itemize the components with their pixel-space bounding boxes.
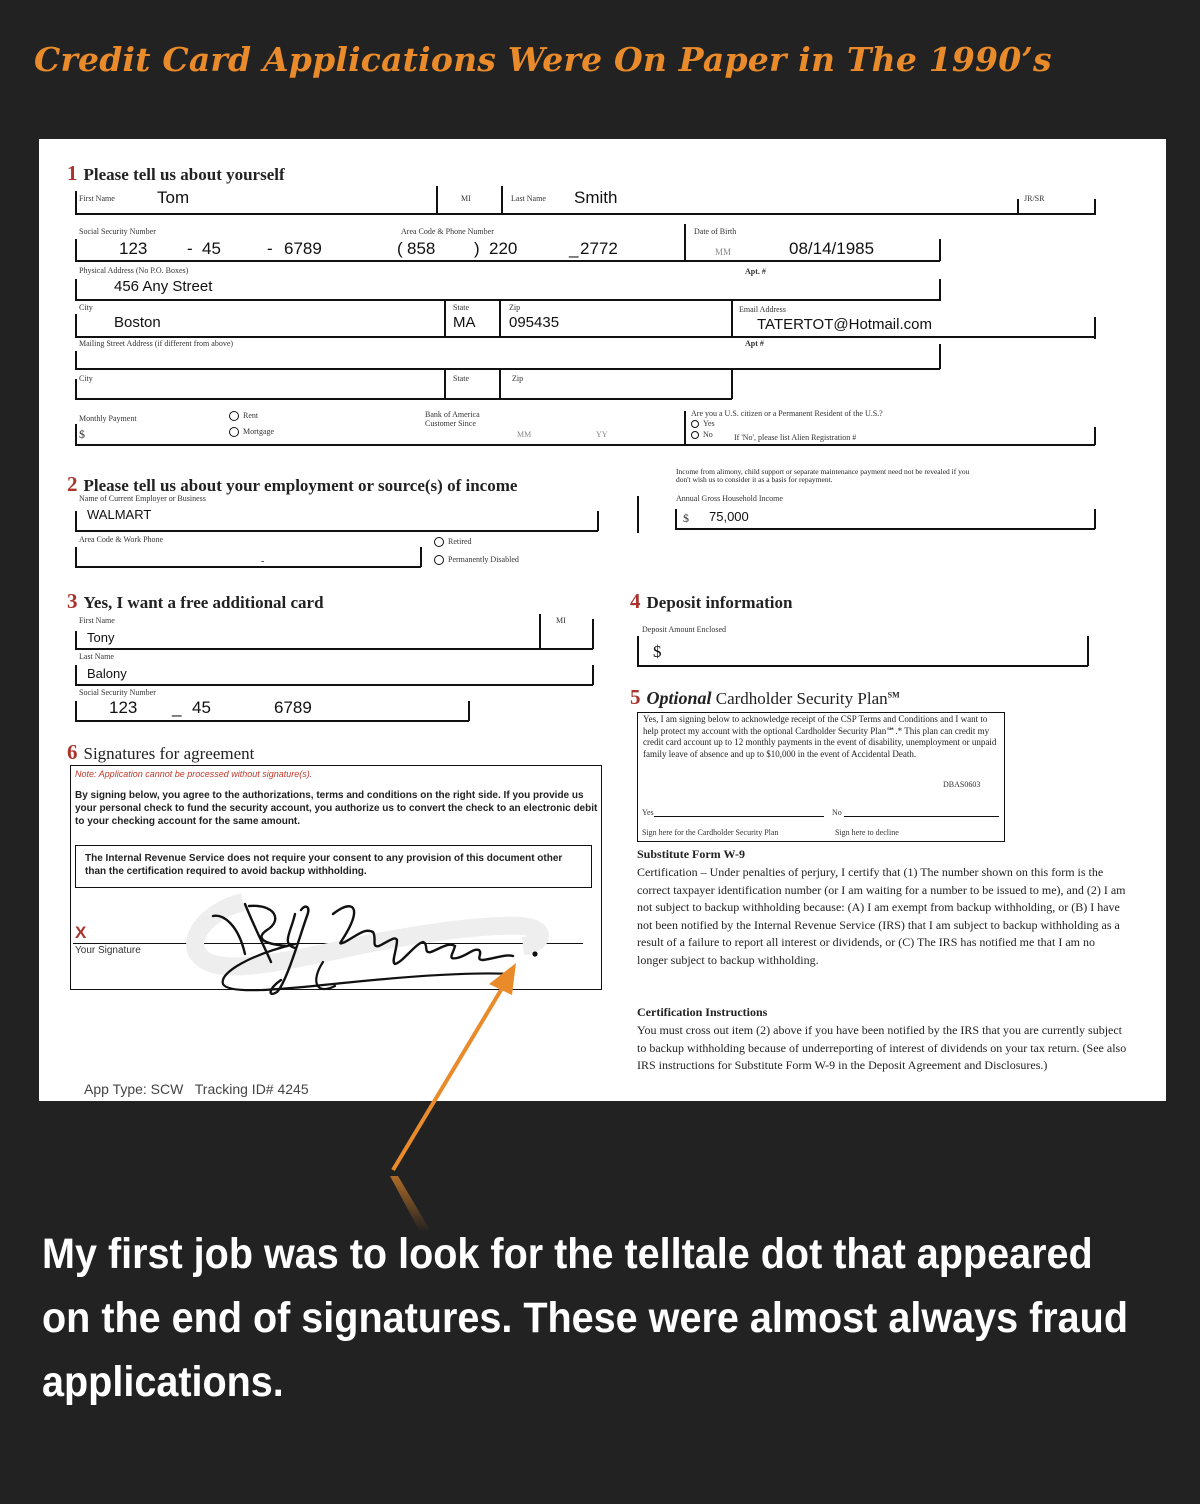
disabled-option[interactable]: Permanently Disabled <box>434 555 519 565</box>
first-name-value: Tom <box>157 188 190 207</box>
irs-text: The Internal Revenue Service does not require your consent to any provision of this document other than the certification required to avoid backup withholding. <box>85 853 563 877</box>
city-label: City <box>79 303 93 312</box>
security-plan-text: Yes, I am signing below to acknowledge receipt of the CSP Terms and Conditions and I want to help protect my account with the optional Cardholder Security Plan℠.* This plan can credit my credit card account up to 12 monthly payments in the event of disability, unemployment or unpaid family leave of absence and up to $10,000 in the event of Accidental Death. <box>643 714 997 759</box>
section-5-title: 5 Optional Cardholder Security Plan℠ <box>630 685 900 709</box>
section-4-title: 4 Deposit information <box>630 589 793 613</box>
citizen-question: Are you a U.S. citizen or a Permanent Resident of the U.S.? <box>691 409 883 418</box>
ssn-3: 6789 <box>284 239 322 258</box>
cert-text: You must cross out item (2) above if you have been notified by the IRS that you are currently subject to backup withholding because of underreporting of interest of dividends on your tax return. (See also IRS instructions for Substitute Form W-9 in the Deposit Agreement and Disclosures.) <box>637 1023 1127 1072</box>
footer-tracking: App Type: SCW Tracking ID# 4245 <box>84 1081 309 1097</box>
ssn-2: 45 <box>202 239 221 258</box>
email-value: TATERTOT@Hotmail.com <box>757 316 932 333</box>
jrsr-label: JR/SR <box>1024 194 1045 203</box>
your-signature-label: Your Signature <box>75 945 141 956</box>
income-value: 75,000 <box>709 509 749 524</box>
state-value: MA <box>453 314 476 331</box>
last-name-label: Last Name <box>511 194 546 203</box>
first-name-label: First Name <box>79 194 115 203</box>
retired-option[interactable]: Retired <box>434 537 472 547</box>
section-6-title: 6 Signatures for agreement <box>67 740 255 764</box>
dob-label: Date of Birth <box>694 227 737 236</box>
phone-2: 2772 <box>580 239 618 258</box>
phone-1: 220 <box>489 239 518 258</box>
zip-value: 095435 <box>509 314 560 331</box>
signature-note: Note: Application cannot be processed without signature(s). <box>75 769 313 779</box>
address-value: 456 Any Street <box>114 278 213 295</box>
additional-ssn-1: 123 <box>109 698 138 717</box>
section-1-title: 1 Please tell us about yourself <box>67 161 285 185</box>
citizen-yes[interactable]: Yes <box>691 419 715 428</box>
additional-last-name: Balony <box>87 666 127 681</box>
section-2-title: 2 Please tell us about your employment or source(s) of income <box>67 472 518 496</box>
mortgage-option[interactable]: Mortgage <box>229 427 274 437</box>
city-value: Boston <box>114 314 161 331</box>
address-label: Physical Address (No P.O. Boxes) <box>79 266 189 275</box>
additional-first-name: Tony <box>87 630 115 645</box>
mi-label: MI <box>461 194 471 203</box>
mailing-label: Mailing Street Address (if different from above) <box>79 339 234 348</box>
caption: My first job was to look for the telltale dot that appeared on the end of signatures. These were almost always fraud applications. <box>42 1230 1128 1406</box>
w9-text: Certification – Under penalties of perjury, I certify that (1) The number shown on this form is the correct taxpayer identification number (or I am waiting for a number to be issued to me), and (2) I am not subject to backup withholding because: (A) I am exempt from backup withholding, or (B) I have not been notified by the Internal Revenue Service (IRS) that I am subject to backup withholding as a result of a failure to report all interest or dividends, or (C) The IRS has notified me that I am no longer subject to backup withholding. <box>637 865 1126 967</box>
w9-title: Substitute Form W-9 <box>637 847 745 861</box>
ssn-label: Social Security Number <box>79 227 156 236</box>
citizen-no[interactable]: No <box>691 430 713 439</box>
agreement-text: By signing below, you agree to the authorizations, terms and conditions on the right side. If you provide us your personal check to fund the security account, you authorize us to convert the check to an electronic debit to your checking account for the same amount. <box>75 790 598 827</box>
area-code: 858 <box>407 239 436 258</box>
payment-label: Monthly Payment <box>79 414 137 423</box>
headline: Credit Card Applications Were On Paper in The 1990’s <box>34 40 1052 79</box>
last-name-value: Smith <box>574 188 618 207</box>
section-3-title: 3 Yes, I want a free additional card <box>67 589 324 613</box>
ssn-1: 123 <box>119 239 148 258</box>
phone-label: Area Code & Phone Number <box>401 227 494 236</box>
rent-option[interactable]: Rent <box>229 411 258 421</box>
cert-title: Certification Instructions <box>637 1005 768 1019</box>
additional-ssn-2: 45 <box>192 698 211 717</box>
employer-value: WALMART <box>87 507 152 522</box>
application-form: 1 Please tell us about yourself First Name Tom MI Last Name Smith JR/SR Social Security Number 123 - 45 - 6789 Area Code & Phone Number ( 858 ) 220 _ 2772 Date of Birth MM 08/14/1985 Physical Address (No P.O. Boxes) 456 Any Street Apt. # City Boston State MA Zip 095435 Email Address TATERTOT@Hotmail.com Mailing Street Address (if different from above) Apt # City State Zip Monthly Payment $ Rent Mortgage Bank of America Customer Since MM YY Are you a U.S. citizen or a Permanent Resident of the U.S.? Yes No If 'No', please list Alien Registration # 2 Please tell us about your employment or source(s) of income Name of Current Employer or Business WALMART Area Code & Work Phone - Retired Permanently Disabled Income from alimony, child support or separate maintenance payment need not be revealed if you don't wish us to consider it as a basis for repayment. Annual Gross Household Income $ 75,000 3 Yes, I want a free additional card First Name Tony MI Last Name Balony Social Security Number 123 _ 45 6789 4 Deposit information Deposit Amount Enclosed $ 5 Optional Cardholder Security Plan℠ Yes, I am signing below to acknowledge receipt of the CSP Terms and Conditions and I want to help protect my account with the optional Cardholder Security Plan℠.* This plan can credit my credit card account up to 12 monthly payments in the event of disability, unemployment or unpaid family leave of absence and up to $10,000 in the event of Accidental Death. DBAS0603 Yes No Sign here for the Cardholder Security Plan Sign here to decline Substitute Form W-9 Certification – Under penalties of perjury, I certify that (1) The number shown on this form is the correct taxpayer identification number (or I am waiting for a number to be issued to me), and (2) I am not subject to backup withholding because: (A) I am exempt from backup withholding, or (B) I have not been notified by the Internal Revenue Service (IRS) that I am subject to backup withholding as a result of a failure to report all interest or dividends, or (C) The IRS has notified me that I am no longer subject to backup withholding. Certification Instructions You must cross out item (2) above if you have been notified by the IRS that you are currently subject to backup withholding because of underreporting of interest of dividends on your tax return. (See also IRS instructions for Substitute Form W-9 in the Deposit Agreement and Disclosures.) 6 Signatures for agreement Note: Application cannot be processed without signature(s). By signing below, you agree to the authorizations, terms and conditions on the right side. If you provide us your personal check to fund the security account, you authorize us to convert the check to an electronic debit to your checking account for the same amount. The Internal Revenue Service does not require your consent to any provision of this document other than the certification required to avoid backup withholding. X Your Signature App Type: SCW Tracking ID# 4245 <box>39 139 1166 1101</box>
income-note: Income from alimony, child support or separate maintenance payment need not be revealed if you don't wish us to consider it as a basis for repayment. <box>676 467 970 484</box>
additional-ssn-3: 6789 <box>274 698 312 717</box>
dob-value: 08/14/1985 <box>789 239 875 258</box>
